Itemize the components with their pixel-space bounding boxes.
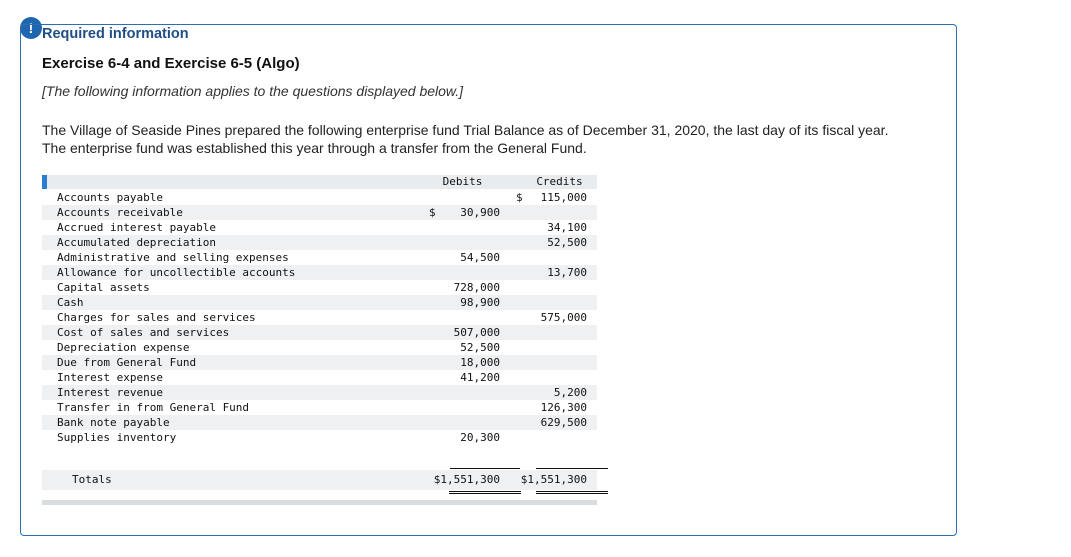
credit-dollar-sign: $: [516, 191, 523, 204]
account-cell: Accrued interest payable: [57, 221, 216, 234]
debit-underline: [450, 468, 520, 469]
required-information-title: Required information: [42, 26, 189, 42]
debit-cell: 41,200: [460, 371, 500, 384]
table-bottom-bar: [42, 500, 597, 505]
table-row: [42, 370, 597, 385]
debit-cell: 30,900: [460, 206, 500, 219]
account-cell: Transfer in from General Fund: [57, 401, 250, 414]
debit-cell: 98,900: [460, 296, 500, 309]
totals-debit: $1,551,300: [433, 473, 500, 486]
table-row: [42, 235, 597, 250]
account-cell: Interest expense: [57, 371, 163, 384]
credit-cell: 13,700: [547, 266, 587, 279]
account-cell: Accounts payable: [57, 191, 163, 204]
credits-header: Credits: [536, 175, 583, 188]
table-row: [42, 220, 597, 235]
credit-cell: 52,500: [547, 236, 587, 249]
account-cell: Due from General Fund: [57, 356, 197, 369]
table-row: [42, 310, 597, 325]
applies-note: [The following information applies to the questions displayed below.]: [42, 83, 464, 99]
table-row: [42, 280, 597, 295]
credit-cell: 5,200: [553, 386, 587, 399]
debit-double-underline-1: [449, 491, 521, 492]
credit-cell: 34,100: [547, 221, 587, 234]
account-cell: Accounts receivable: [57, 206, 183, 219]
credit-cell: 575,000: [540, 311, 587, 324]
account-cell: Cash: [57, 296, 84, 309]
totals-credit: $1,551,300: [520, 473, 587, 486]
debit-double-underline-2: [449, 493, 521, 494]
table-row: [42, 265, 597, 280]
table-marker: [42, 175, 47, 189]
table-row: [42, 250, 597, 265]
problem-description: The Village of Seaside Pines prepared the following enterprise fund Trial Balance as of December 31, 2020, the last day of its fiscal year. The enterprise fund was established this year through a transfer from the General Fund.: [42, 122, 889, 156]
credit-cell: 629,500: [540, 416, 587, 429]
credit-cell: 126,300: [540, 401, 587, 414]
credit-double-underline-1: [536, 491, 608, 492]
account-cell: Charges for sales and services: [57, 311, 256, 324]
account-cell: Cost of sales and services: [57, 326, 230, 339]
table-row: [42, 415, 597, 430]
debit-cell: 507,000: [453, 326, 500, 339]
table-header: [42, 175, 597, 189]
table-row: [42, 400, 597, 415]
account-cell: Interest revenue: [57, 386, 163, 399]
debit-cell: 18,000: [460, 356, 500, 369]
exercise-title: Exercise 6-4 and Exercise 6-5 (Algo): [42, 55, 300, 72]
table-row: [42, 190, 597, 205]
table-row: [42, 325, 597, 340]
credit-cell: 115,000: [540, 191, 587, 204]
totals-row: [42, 470, 597, 490]
debit-cell: 52,500: [460, 341, 500, 354]
account-cell: Supplies inventory: [57, 431, 177, 444]
debit-cell: 54,500: [460, 251, 500, 264]
credit-double-underline-2: [536, 493, 608, 494]
trial-balance-table: [42, 175, 597, 505]
table-row: [42, 340, 597, 355]
debits-header: Debits: [442, 175, 483, 188]
debit-dollar-sign: $: [429, 206, 436, 219]
table-row: [42, 355, 597, 370]
table-row: [42, 430, 597, 445]
debit-cell: 20,300: [460, 431, 500, 444]
account-cell: Accumulated depreciation: [57, 236, 216, 249]
account-cell: Allowance for uncollectible accounts: [57, 266, 296, 279]
table-row: [42, 205, 597, 220]
debit-cell: 728,000: [453, 281, 500, 294]
alert-icon: !: [20, 17, 42, 39]
table-row: [42, 295, 597, 310]
account-cell: Capital assets: [57, 281, 150, 294]
totals-label: Totals: [72, 473, 112, 486]
table-row: [42, 385, 597, 400]
account-cell: Depreciation expense: [57, 341, 190, 354]
account-cell: Bank note payable: [57, 416, 170, 429]
credit-underline: [536, 468, 608, 469]
account-cell: Administrative and selling expenses: [57, 251, 289, 264]
